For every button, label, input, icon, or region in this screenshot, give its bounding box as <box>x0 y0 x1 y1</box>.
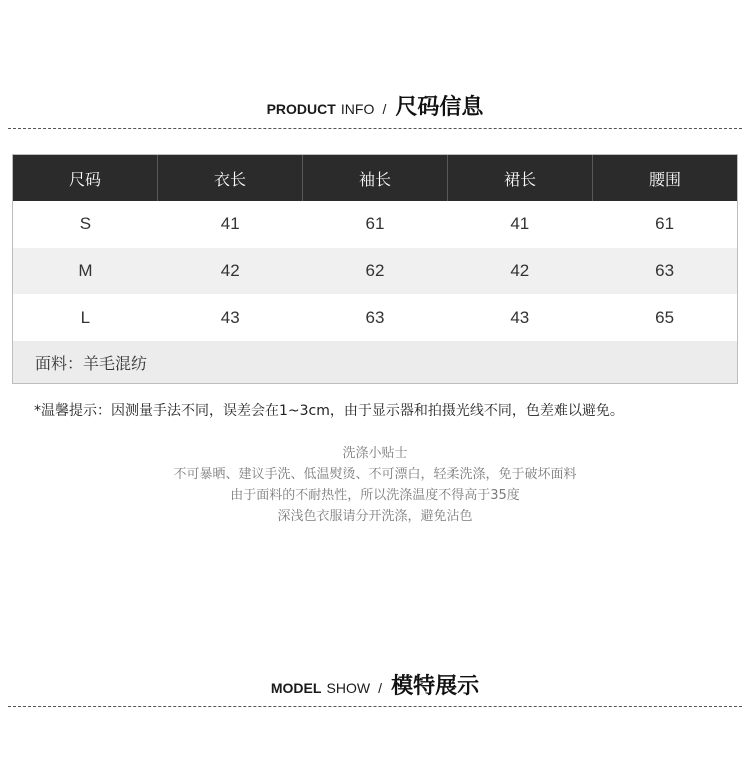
cell-sleeve: 61 <box>365 214 385 233</box>
product-info-divider <box>8 128 742 129</box>
cell-skirt-length: 41 <box>510 214 530 233</box>
header-sleeve: 袖长 <box>302 155 447 201</box>
product-info-title: 尺码信息 <box>395 95 484 120</box>
measurement-tip: *温馨提示：因测量手法不同，误差会在1~3cm，由于显示器和拍摄光线不同，色差难以避免。 <box>34 403 624 419</box>
care-tips-title: 洗涤小贴士 <box>342 446 408 461</box>
header-waist: 腰围 <box>592 155 737 201</box>
cell-skirt-length: 43 <box>510 308 530 327</box>
table-row <box>13 248 737 294</box>
cell-length: 41 <box>220 214 240 233</box>
cell-sleeve: 62 <box>365 261 385 280</box>
table-row <box>13 201 737 247</box>
fabric-info: 面料：羊毛混纺 <box>13 341 737 383</box>
product-info-en-bold: PRODUCT <box>266 101 336 117</box>
care-tip-line: 不可暴晒、建议手洗、低温熨烫、不可漂白，轻柔洗涤，免于破坏面料 <box>173 467 577 482</box>
model-show-title: 模特展示 <box>391 674 480 699</box>
size-table <box>12 154 738 384</box>
product-info-slash: / <box>382 101 387 117</box>
cell-waist: 65 <box>655 308 675 327</box>
product-info-en-light: INFO <box>340 101 375 117</box>
cell-waist: 63 <box>655 261 675 280</box>
cell-waist: 61 <box>655 214 675 233</box>
header-length: 衣长 <box>157 155 302 201</box>
cell-size: L <box>80 308 91 327</box>
cell-size: M <box>78 261 93 280</box>
cell-length: 43 <box>220 308 240 327</box>
model-show-en-bold: MODEL <box>270 680 322 696</box>
care-tip-line: 由于面料的不耐热性，所以洗涤温度不得高于35度 <box>230 488 520 503</box>
cell-length: 42 <box>220 261 240 280</box>
size-table-header <box>13 155 737 201</box>
header-skirt-length: 裙长 <box>447 155 592 201</box>
cell-skirt-length: 42 <box>510 261 530 280</box>
model-show-divider <box>8 706 742 707</box>
cell-sleeve: 63 <box>365 308 385 327</box>
care-tip-line: 深浅色衣服请分开洗涤，避免沾色 <box>277 509 473 524</box>
model-show-header <box>0 669 750 700</box>
model-show-en-light: SHOW <box>326 680 371 696</box>
table-row <box>13 295 737 341</box>
care-tips <box>0 443 750 527</box>
model-show-slash: / <box>378 680 383 696</box>
product-info-header <box>0 90 750 121</box>
header-size: 尺码 <box>68 169 101 189</box>
cell-size: S <box>79 214 92 233</box>
